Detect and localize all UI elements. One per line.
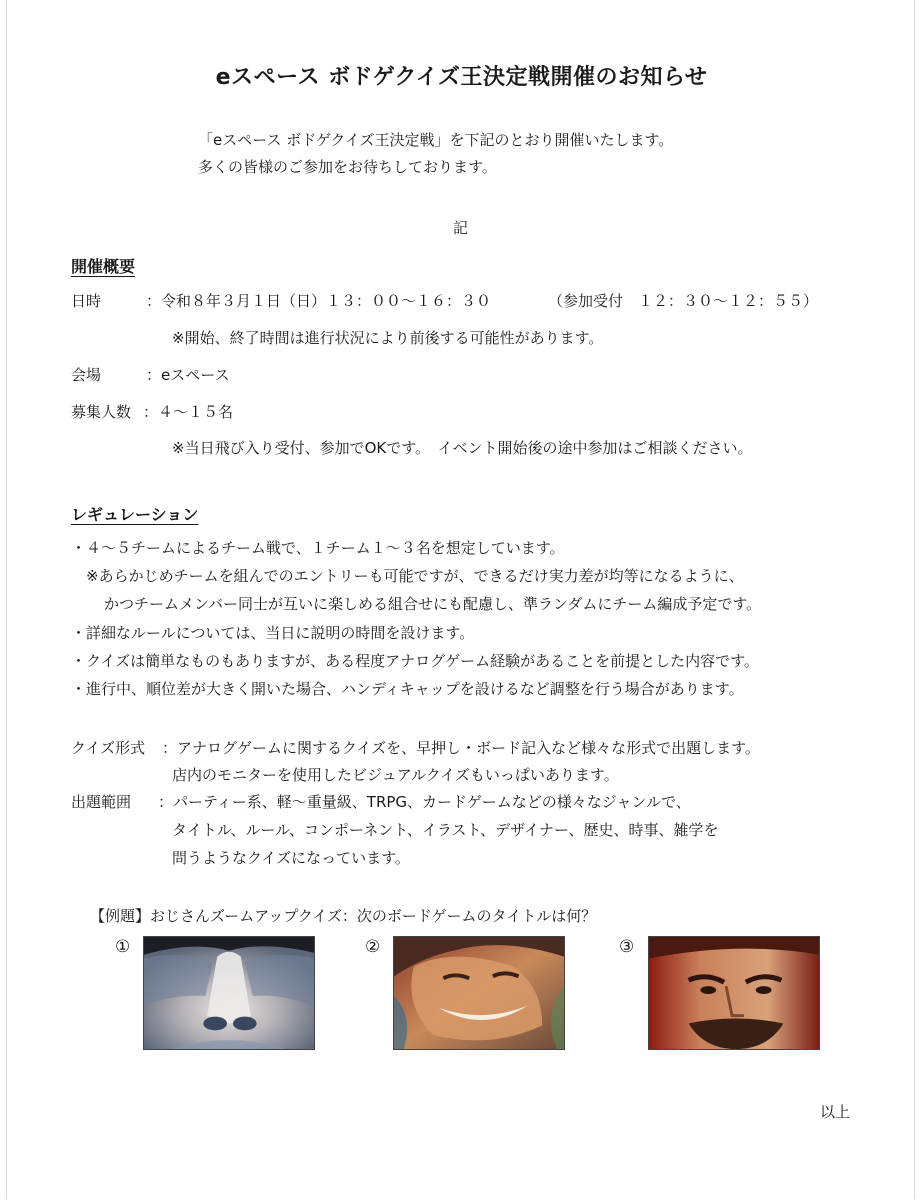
quiz-range-label: 出題範囲 — [71, 793, 132, 811]
ki-mark: 記 — [453, 219, 469, 237]
quiz-range-line-2: タイトル、ルール、コンポーネント、イラスト、デザイナー、歴史、時事、雑学を — [172, 821, 719, 839]
datetime-label: 日時 — [71, 292, 102, 310]
quiz-format-line-2: 店内のモニターを使用したビジュアルクイズもいっぱいあります。 — [172, 766, 619, 784]
capacity-label: 募集人数 — [71, 403, 132, 421]
zoomed-face-bearded-image — [648, 936, 820, 1050]
overview-heading: 開催概要 — [71, 257, 136, 276]
quiz-format-label: クイズ形式 — [71, 739, 146, 757]
datetime-note: ※開始、終了時間は進行状況により前後する可能性があります。 — [172, 329, 604, 347]
regulation-line-4: ・詳細なルールについては、当日に説明の時間を設けます。 — [71, 624, 475, 642]
regulation-line-1: ・４～５チームによるチーム戦で、１チーム１～３名を想定しています。 — [71, 539, 565, 557]
regulation-line-5: ・クイズは簡単なものもありますが、ある程度アナログゲーム経験があることを前提とした内容です。 — [71, 652, 759, 670]
capacity-value: ：４～１５名 — [143, 403, 234, 421]
capacity-note: ※当日飛び入り受付、参加でOKです。 イベント開始後の途中参加はご相談ください。 — [172, 439, 753, 457]
example-number-1: ① — [115, 937, 131, 957]
zoomed-face-smile-image — [393, 936, 565, 1050]
quiz-range-line-3: 問うようなクイズになっています。 — [172, 849, 410, 867]
zoomed-face-nose-image — [143, 936, 315, 1050]
regulation-line-2: ※あらかじめチームを組んでのエントリーも可能ですが、できるだけ実力差が均等になるように、 — [86, 567, 744, 585]
quiz-format-line-1: ：アナログゲームに関するクイズを、早押し・ボード記入など様々な形式で出題します。 — [162, 739, 760, 757]
document-title: eスペース ボドゲクイズ王決定戦開催のお知らせ — [215, 65, 708, 90]
datetime-value: ：令和８年３月１日（日）１３：００～１６：３０ — [146, 292, 492, 310]
reception-time: （参加受付 １２：３０～１２：５５） — [548, 292, 819, 310]
intro-line-1: 「eスペース ボドゲクイズ王決定戦」を下記のとおり開催いたします。 — [198, 131, 674, 149]
venue-value: ：eスペース — [146, 366, 230, 384]
venue-label: 会場 — [71, 366, 102, 384]
regulation-line-3: かつチームメンバー同士が互いに楽しめる組合せにも配慮し、準ランダムにチーム編成予定です。 — [104, 595, 762, 613]
regulation-line-6: ・進行中、順位差が大きく開いた場合、ハンディキャップを設けるなど調整を行う場合があります。 — [71, 680, 744, 698]
example-caption: 【例題】おじさんズームアップクイズ：次のボードゲームのタイトルは何？ — [90, 907, 597, 925]
quiz-range-line-1: ：パーティー系、軽～重量級、TRPG、カードゲームなどの様々なジャンルで、 — [158, 793, 691, 811]
intro-line-2: 多くの皆様のご参加をお待ちしております。 — [198, 158, 497, 176]
example-number-3: ③ — [619, 937, 635, 957]
regulation-heading: レギュレーション — [71, 505, 199, 524]
example-number-2: ② — [365, 937, 381, 957]
closing-text: 以上 — [820, 1103, 851, 1121]
